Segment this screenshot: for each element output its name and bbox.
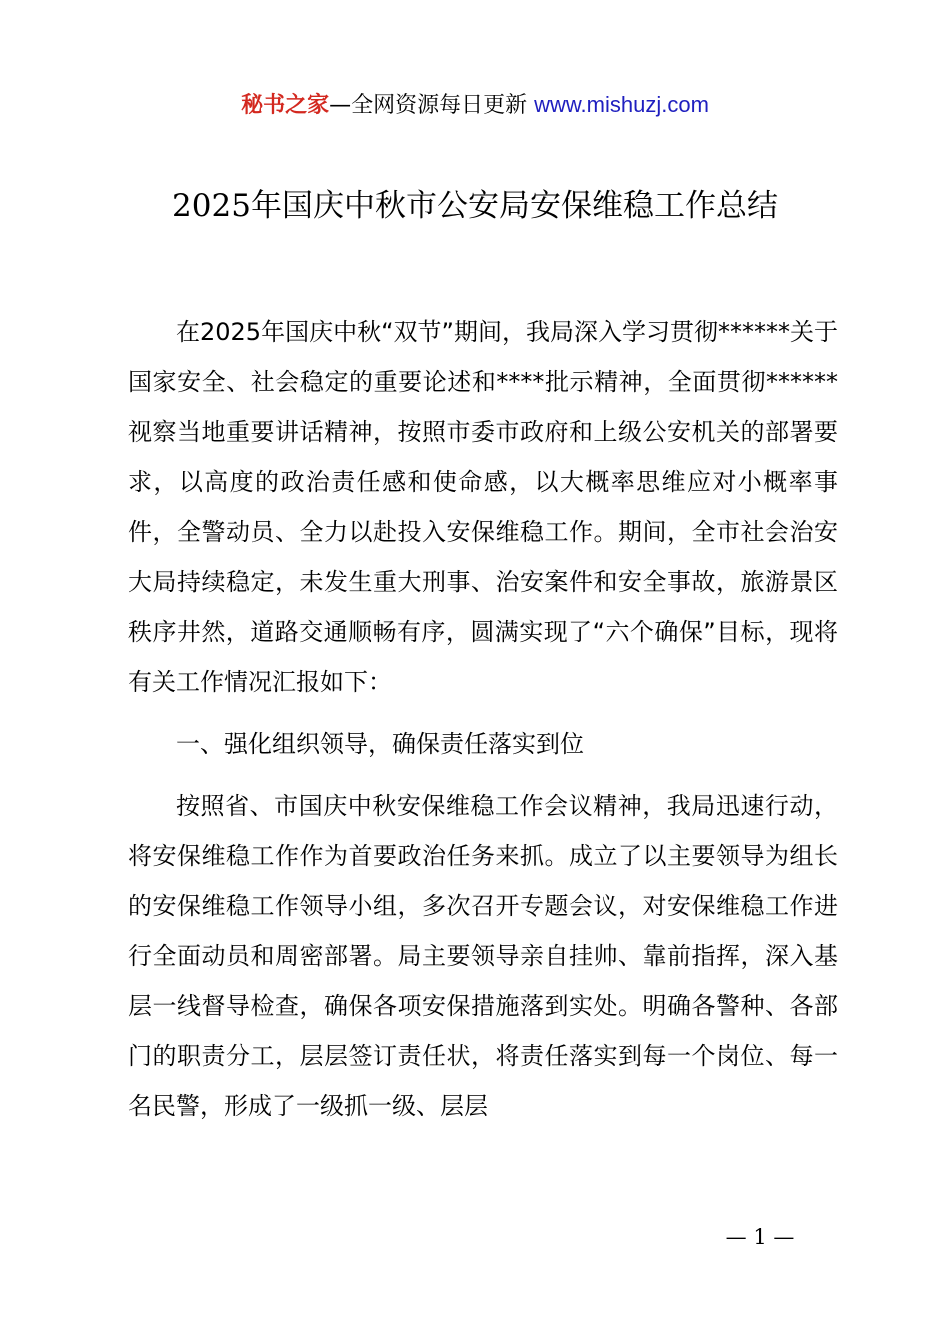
site-header bbox=[0, 88, 950, 123]
site-url-link[interactable]: www.mishuzj.com bbox=[534, 92, 709, 117]
document-title: 2025年国庆中秋市公安局安保维稳工作总结 bbox=[172, 188, 778, 224]
document-body bbox=[128, 307, 838, 1131]
page-number: — 1 — bbox=[725, 1225, 795, 1249]
site-tagline: —全网资源每日更新 bbox=[329, 93, 535, 118]
site-brand: 秘书之家 bbox=[241, 93, 330, 118]
intro-paragraph: 在2025年国庆中秋“双节”期间，我局深入学习贯彻******关于国家安全、社会稳定的重要论述和****批示精神，全面贯彻******视察当地重要讲话精神，按照市委市政府和上级公安机关的部署要求，以高度的政治责任感和使命感，以大概率思维应对小概率事件，全警动员、全力以赴投入安保维稳工作。期间，全市社会治安大局持续稳定，未发生重大刑事、治安案件和安全事故，旅游景区秩序井然，道路交通顺畅有序，圆满实现了“六个确保”目标，现将有关工作情况汇报如下： bbox=[128, 318, 838, 696]
section-heading: 一、强化组织领导，确保责任落实到位 bbox=[176, 730, 584, 758]
section-paragraph: 按照省、市国庆中秋安保维稳工作会议精神，我局迅速行动，将安保维稳工作作为首要政治任务来抓。成立了以主要领导为组长的安保维稳工作领导小组，多次召开专题会议，对安保维稳工作进行全面动员和周密部署。局主要领导亲自挂帅、靠前指挥，深入基层一线督导检查，确保各项安保措施落到实处。明确各警种、各部门的职责分工，层层签订责任状，将责任落实到每一个岗位、每一名民警，形成了一级抓一级、层层 bbox=[128, 792, 838, 1120]
